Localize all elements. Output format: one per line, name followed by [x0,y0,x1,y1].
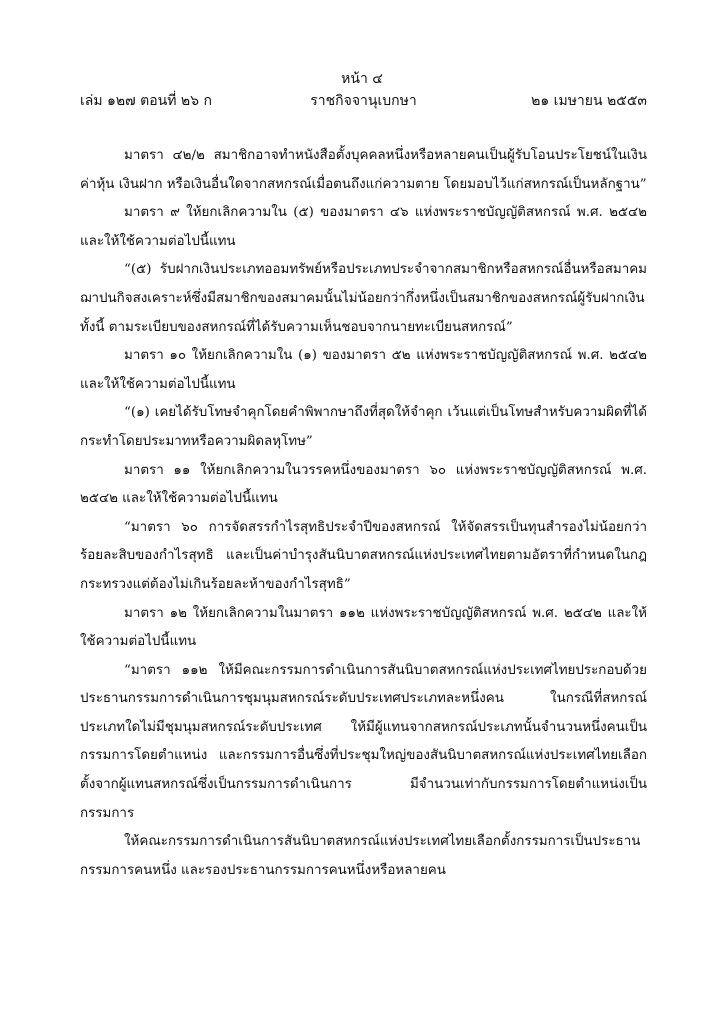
paragraph-amend-60: “มาตรา ๖๐ การจัดสรรกำไรสุทธิประจำปีของสหกรณ์ ให้จัดสรรเป็นทุนสำรองไม่น้อยกว่าร้อยละสิบของกำไรสุทธิ และเป็นค่าบำรุงสันนิบาตสหกรณ์แห่งประเทศไทยตามอัตราที่กำหนดในกฎกระทรวงแต่ต้องไม่เกินร้อยละห้าของกำไรสุทธิ” [80,519,647,592]
document-body [80,142,647,885]
paragraph-amend-112: “มาตรา ๑๑๒ ให้มีคณะกรรมการดำเนินการสันนิบาตสหกรณ์แห่งประเทศไทยประกอบด้วย ประธานกรรมการดำเนินการชุมนุมสหกรณ์ระดับประเทศประเภทละหนึ่งคน ในกรณีที่สหกรณ์ประเภทใดไม่มีชุมนุมสหกรณ์ระดับประเทศ ให้มีผู้แทนจากสหกรณ์ประเภทนั้นจำนวนหนึ่งคนเป็นกรรมการโดยตำแหน่ง และกรรมการอื่นซึ่งที่ประชุมใหญ่ของสันนิบาตสหกรณ์แห่งประเทศไทยเลือกตั้งจากผู้แทนสหกรณ์ซึ่งเป็นกรรมการดำเนินการ มีจำนวนเท่ากับกรรมการโดยตำแหน่งเป็นกรรมการ [80,662,647,821]
paragraph-section-10: มาตรา ๑๐ ให้ยกเลิกความใน (๑) ของมาตรา ๕๒ แห่งพระราชบัญญัติสหกรณ์ พ.ศ. ๒๕๔๒ และให้ใช้ความต่อไปนี้แทน [80,348,647,392]
paragraph-section-42-2: มาตรา ๔๒/๒ สมาชิกอาจทำหนังสือตั้งบุคคลหนึ่งหรือหลายคนเป็นผู้รับโอนประโยชน์ในเงินค่าหุ้น เงินฝาก หรือเงินอื่นใดจากสหกรณ์เมื่อตนถึงแก่ความตาย โดยมอบไว้แก่สหกรณ์เป็นหลักฐาน” [80,148,647,192]
publication-date: ๒๑ เมษายน ๒๕๕๓ [531,93,647,109]
running-header [80,92,647,112]
page-number: หน้า ๔ [341,71,383,87]
paragraph-section-9: มาตรา ๙ ให้ยกเลิกความใน (๕) ของมาตรา ๔๖ แห่งพระราชบัญญัติสหกรณ์ พ.ศ. ๒๕๔๒ และให้ใช้ความต่อไปนี้แทน [80,205,647,249]
paragraph-amend-112-2: ให้คณะกรรมการดำเนินการสันนิบาตสหกรณ์แห่งประเทศไทยเลือกตั้งกรรมการเป็นประธานกรรมการคนหนึ่ง และรองประธานกรรมการคนหนึ่งหรือหลายคน [80,834,641,878]
paragraph-section-11: มาตรา ๑๑ ให้ยกเลิกความในวรรคหนึ่งของมาตรา ๖๐ แห่งพระราชบัญญัติสหกรณ์ พ.ศ. ๒๕๔๒ และให้ใช้ความต่อไปนี้แทน [80,462,647,507]
volume-issue: เล่ม ๑๒๗ ตอนที่ ๒๖ ก [80,93,212,109]
paragraph-section-12: มาตรา ๑๒ ให้ยกเลิกความในมาตรา ๑๑๒ แห่งพระราชบัญญัติสหกรณ์ พ.ศ. ๒๕๔๒ และให้ใช้ความต่อไปนี้แทน [80,605,647,650]
paragraph-amend-46-5: “(๕) รับฝากเงินประเภทออมทรัพย์หรือประเภทประจำจากสมาชิกหรือสหกรณ์อื่นหรือสมาคมฌาปนกิจสงเคราะห์ซึ่งมีสมาชิกของสมาคมนั้นไม่น้อยกว่ากึ่งหนึ่งเป็นสมาชิกของสหกรณ์ผู้รับฝากเงิน ทั้งนี้ ตามระเบียบของสหกรณ์ที่ได้รับความเห็นชอบจากนายทะเบียนสหกรณ์” [80,262,647,335]
publication-name: ราชกิจจานุเบกษา [310,93,417,109]
paragraph-amend-52-1: “(๑) เคยได้รับโทษจำคุกโดยคำพิพากษาถึงที่สุดให้จำคุก เว้นแต่เป็นโทษสำหรับความผิดที่ได้กระทำโดยประมาทหรือความผิดลหุโทษ” [80,405,647,449]
